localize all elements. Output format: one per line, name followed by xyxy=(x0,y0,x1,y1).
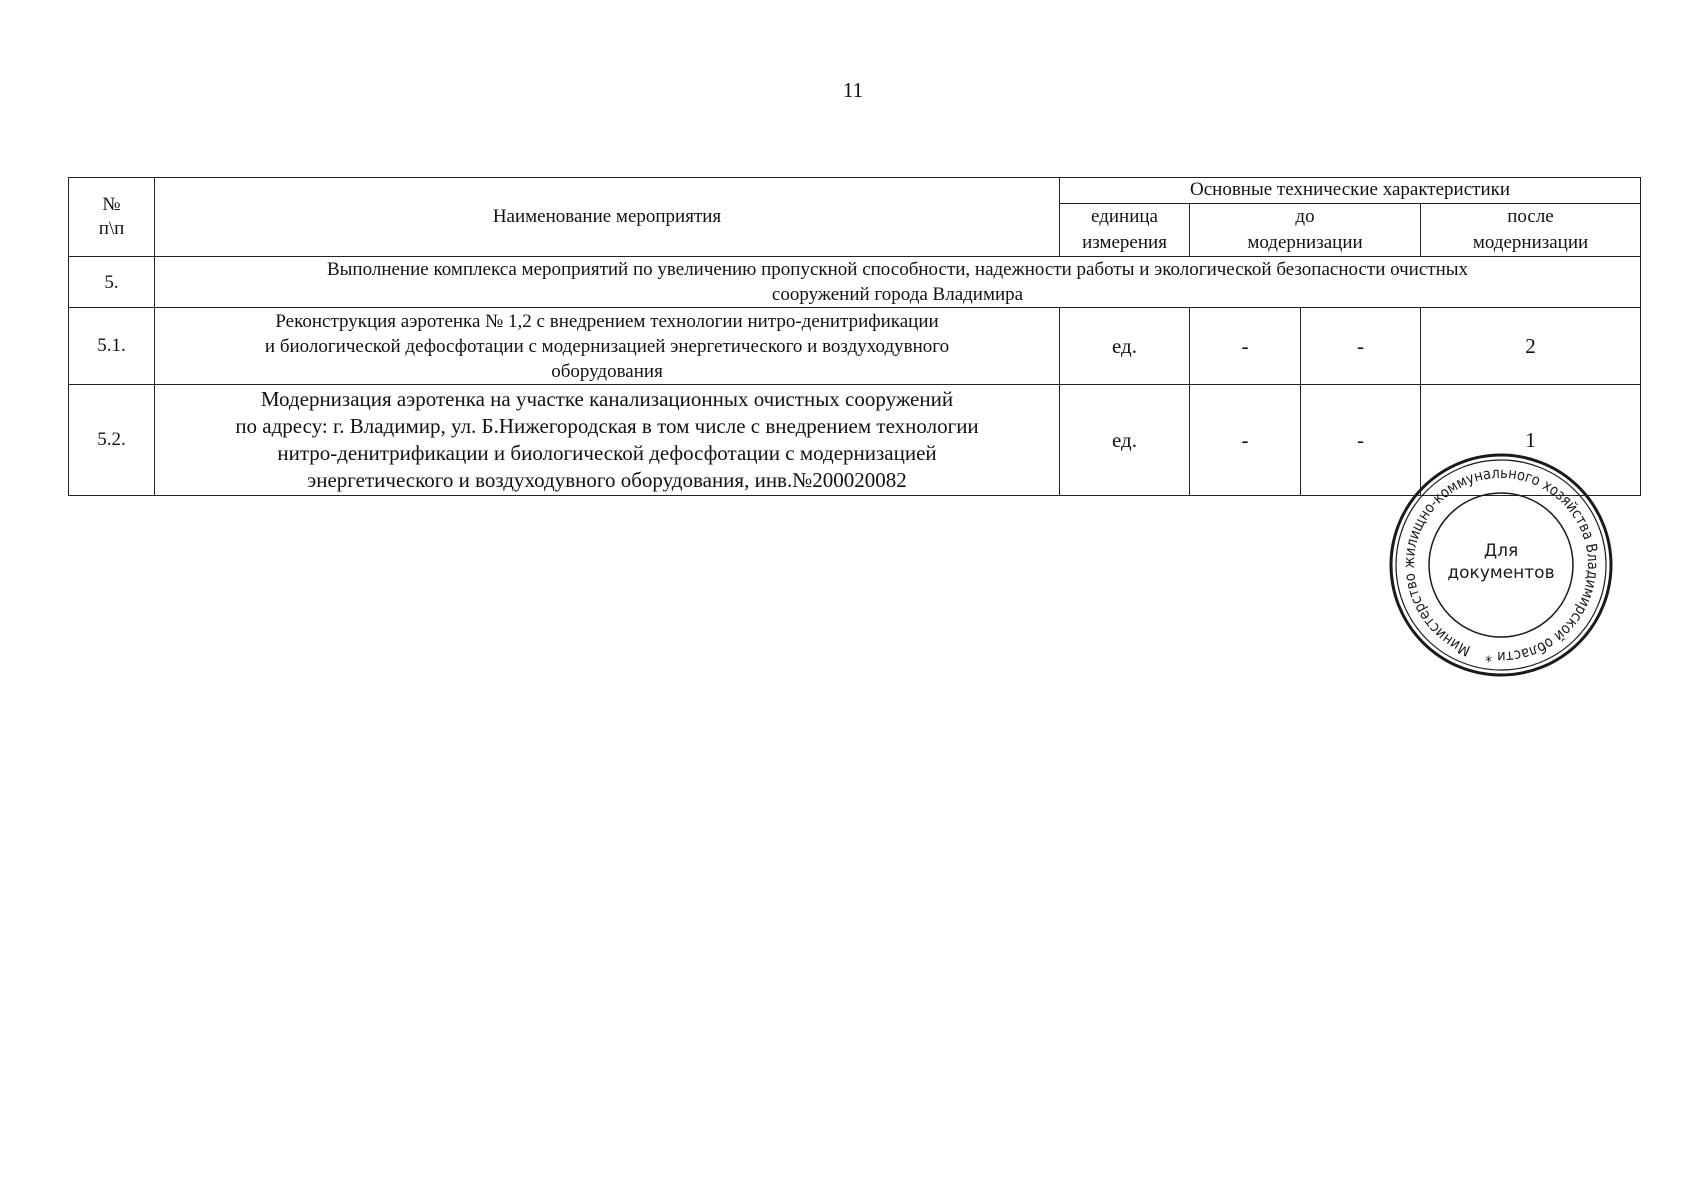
header-unit-line1: единица xyxy=(1091,206,1158,227)
row-num: 5.1. xyxy=(69,308,155,385)
row-before-b: - xyxy=(1301,385,1421,496)
row-after: 1 xyxy=(1421,385,1641,496)
header-num xyxy=(69,178,155,257)
header-row-1 xyxy=(69,178,1641,204)
row-name-line: оборудования xyxy=(551,360,663,382)
row-before-a: - xyxy=(1190,385,1301,496)
row-after: 2 xyxy=(1421,308,1641,385)
header-name: Наименование мероприятия xyxy=(155,178,1060,257)
row-name xyxy=(155,385,1060,496)
section-title-line1: Выполнение комплекса мероприятий по увеличению пропускной способности, надежности работы и экологической безопасности очистных xyxy=(326,259,1469,280)
header-before-line2: модернизации xyxy=(1247,232,1363,253)
header-unit xyxy=(1060,204,1190,257)
page-number: 11 xyxy=(842,78,864,102)
stamp-center-line2: документов xyxy=(1447,563,1555,583)
row-name-line: по адресу: г. Владимир, ул. Б.Нижегородская в том числе с внедрением технологии xyxy=(235,414,979,438)
table-row xyxy=(69,308,1641,385)
row-unit: ед. xyxy=(1060,385,1190,496)
official-stamp xyxy=(1388,452,1614,678)
row-name-line: и биологической дефосфотации с модернизацией энергетического и воздуходувного xyxy=(264,335,950,357)
header-before xyxy=(1190,204,1421,257)
header-after-line2: модернизации xyxy=(1472,232,1589,253)
section-num: 5. xyxy=(69,257,155,308)
header-unit-line2: измерения xyxy=(1082,232,1167,253)
row-num: 5.2. xyxy=(69,385,155,496)
header-before-line1: до xyxy=(1295,206,1315,227)
row-name-line: Модернизация аэротенка на участке канализационных очистных сооружений xyxy=(260,387,954,411)
header-after xyxy=(1421,204,1641,257)
row-name xyxy=(155,308,1060,385)
row-before-b: - xyxy=(1301,308,1421,385)
stamp-center-line1: Для xyxy=(1483,541,1519,561)
stamp-ring-text: Министерство жилищно-коммунального хозяйства Владимирской области * xyxy=(1399,463,1603,667)
header-after-line1: после xyxy=(1507,206,1554,227)
header-num-line1: № xyxy=(102,193,121,215)
row-unit: ед. xyxy=(1060,308,1190,385)
header-group: Основные технические характеристики xyxy=(1060,178,1641,204)
stamp-seal-icon xyxy=(1388,452,1614,678)
section-row xyxy=(69,257,1641,308)
row-name-line: Реконструкция аэротенка № 1,2 с внедрением технологии нитро-денитрификации xyxy=(275,310,939,332)
row-name-line: нитро-денитрификации и биологической дефосфотации с модернизацией xyxy=(277,441,937,465)
row-name-line: энергетического и воздуходувного оборудования, инв.№200020082 xyxy=(307,468,907,492)
activities-table xyxy=(68,177,1641,496)
section-title xyxy=(155,257,1641,308)
row-before-a: - xyxy=(1190,308,1301,385)
section-title-line2: сооружений города Владимира xyxy=(771,284,1024,305)
header-num-line2: п\п xyxy=(98,218,125,239)
